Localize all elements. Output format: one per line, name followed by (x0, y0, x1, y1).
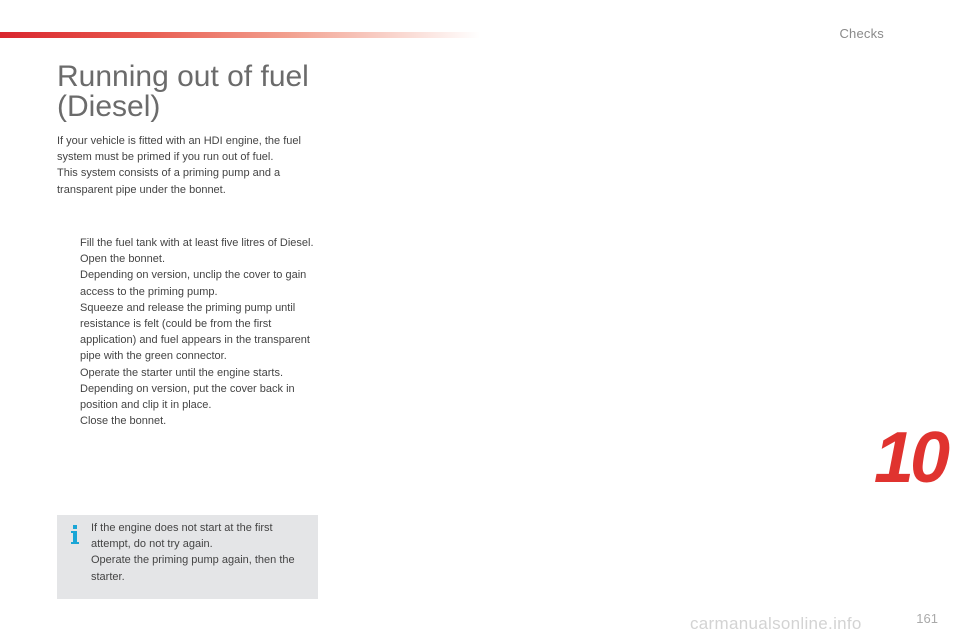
page-number: 161 (916, 611, 938, 626)
header-accent-bar (0, 32, 480, 38)
page-title-line-1: Running out of fuel (57, 60, 309, 93)
step-text: Fill the fuel tank with at least five litres of Diesel. (80, 237, 314, 249)
page-title (57, 62, 357, 122)
step-item (57, 300, 319, 365)
step-text: Squeeze and release the priming pump until resistance is felt (could be from the first application) and fuel appears in the transparent pipe with the green connector. (80, 301, 310, 363)
section-label: Checks (839, 26, 884, 41)
info-note-box (57, 515, 318, 599)
step-item (57, 413, 319, 429)
step-text: Depending on version, unclip the cover to gain access to the priming pump. (80, 269, 307, 298)
step-text: Depending on version, put the cover back in position and clip it in place. (80, 382, 295, 412)
intro-paragraph: If your vehicle is fitted with an HDI engine, the fuel system must be primed if you run out of fuel. (57, 135, 301, 164)
procedure-steps (57, 235, 319, 429)
intro-text (57, 133, 319, 198)
intro-paragraph: This system consists of a priming pump and a transparent pipe under the bonnet. (57, 167, 281, 196)
info-icon (70, 525, 80, 545)
step-item (57, 381, 319, 413)
watermark: carmanualsonline.info (690, 614, 862, 633)
page-title-line-2: (Diesel) (57, 90, 161, 123)
info-note-line: If the engine does not start at the first attempt, do not try again. (91, 522, 273, 551)
step-item (57, 267, 319, 299)
step-text: Close the bonnet. (80, 415, 167, 428)
chapter-number: 10 (873, 418, 946, 498)
step-text: Operate the starter until the engine starts. (80, 366, 284, 379)
step-item (57, 365, 319, 381)
step-item (57, 235, 319, 251)
step-text: Open the bonnet. (80, 253, 166, 266)
step-item (57, 251, 319, 267)
info-note-line: Operate the priming pump again, then the starter. (91, 554, 295, 583)
info-note-text (91, 520, 309, 585)
